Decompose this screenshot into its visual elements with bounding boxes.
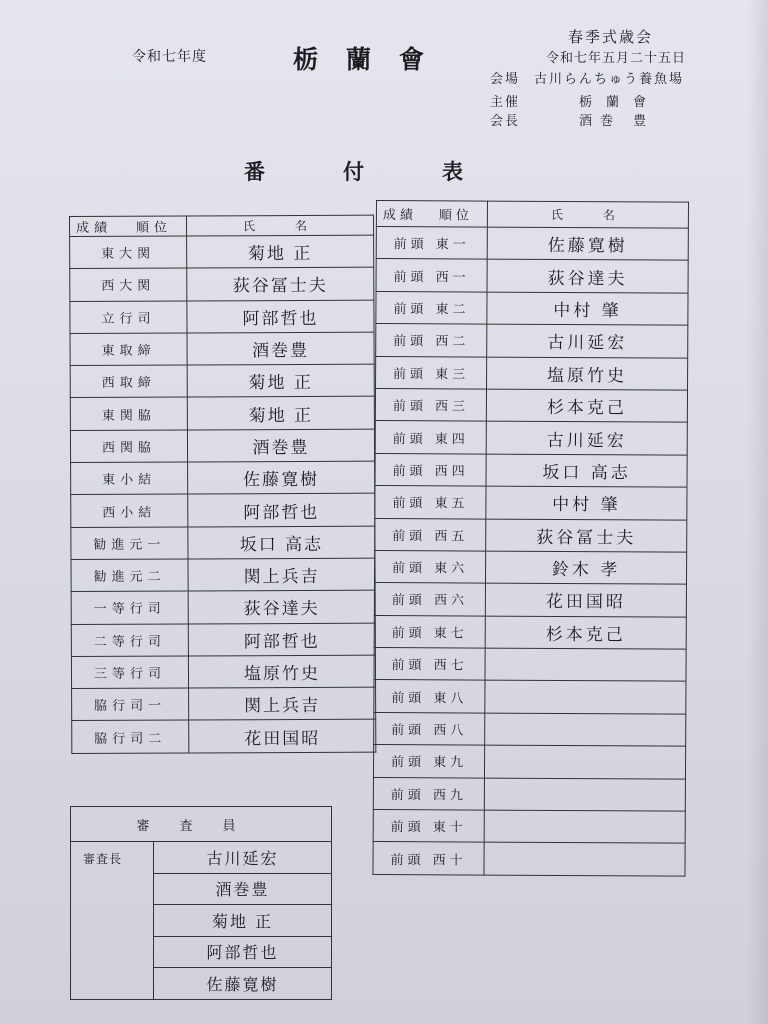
rank-cell: 前頭 西八 [374,712,485,745]
name-cell: 塩原竹史 [188,655,375,688]
upper-rank-row [70,300,374,334]
result-header-label: 成績 [76,220,113,236]
rank-cell: 前頭 東三 [376,356,487,389]
maegashira-row [375,388,687,422]
name-header-label: 氏名 [243,218,348,234]
chairman-value: 酒巻 豊 [579,114,655,129]
name-cell: 関上兵吉 [188,558,375,591]
rank-cell: 前頭 東二 [376,291,487,324]
name-cell: 阿部哲也 [187,300,374,333]
rank-cell: 西小結 [71,494,188,527]
venue-label: 会場 [490,72,521,87]
order-header-label: 順位 [136,220,173,236]
upper-rank-row [72,687,376,721]
rank-cell: 前頭 東一 [376,227,487,260]
name-header-label: 氏名 [550,207,655,223]
maegashira-row [374,712,686,746]
judge-row [71,842,332,874]
name-cell: 杉本克己 [485,616,686,649]
name-cell: 坂口 高志 [188,526,375,559]
name-cell: 荻谷冨士夫 [187,267,374,300]
maegashira-row [375,518,687,552]
rank-cell: 三等行司 [71,656,188,689]
rank-cell: 東小結 [71,462,188,495]
upper-rank-row [70,235,374,269]
rank-cell: 東取締 [70,333,187,366]
result-header-label: 成績 [382,208,417,224]
name-cell: 花田国昭 [189,720,376,753]
organizer-label: 主催 [490,95,521,110]
rank-header [70,216,187,237]
maegashira-table [372,200,689,876]
organizer-row [490,91,660,110]
judge-name: 佐藤寛樹 [154,968,332,1000]
name-cell [484,778,685,811]
rank-cell: 前頭 東六 [374,550,485,583]
maegashira-row [376,291,688,325]
name-cell: 古川延宏 [486,421,687,454]
maegashira-body [373,227,688,876]
paper-edge-shadow [748,0,768,1024]
rank-cell: 脇行司二 [72,720,189,753]
rank-cell: 東大関 [70,236,187,269]
name-cell: 阿部哲也 [188,623,375,656]
maegashira-row [374,648,686,682]
upper-rank-row [72,720,376,754]
maegashira-header [376,201,688,229]
rank-cell: 立行司 [70,301,187,334]
rank-cell: 一等行司 [71,591,188,624]
name-cell: 古川延宏 [487,324,688,357]
era-label: 令和七年度 [132,49,207,65]
name-cell [484,745,685,778]
name-header [187,215,374,236]
name-cell: 荻谷冨士夫 [486,519,687,552]
rank-cell: 西取締 [70,365,187,398]
chief-judge-label: 審査長 [71,842,154,1000]
maegashira-row [376,324,688,358]
order-header-label: 順位 [438,208,473,224]
name-cell: 酒巻豊 [187,332,374,365]
rank-cell: 前頭 東五 [375,486,486,519]
name-cell: 菊地 正 [187,397,374,430]
name-cell: 中村 肇 [487,292,688,325]
rank-cell: 前頭 西三 [375,388,486,421]
rank-header [376,201,487,228]
rank-cell: 前頭 西五 [375,518,486,551]
maegashira-row [373,810,685,844]
rank-cell: 二等行司 [71,624,188,657]
name-cell: 荻谷達夫 [188,590,375,623]
upper-rank-row [70,429,374,463]
banzuke-title: 番付表 [244,159,541,184]
upper-rank-row [70,332,374,366]
rank-cell: 前頭 西四 [375,453,486,486]
rank-cell: 西関脇 [70,430,187,463]
maegashira-row [373,777,685,811]
rank-cell: 西大関 [70,268,187,301]
name-cell: 花田国昭 [485,583,686,616]
name-cell: 杉本克己 [486,389,687,422]
upper-rank-row [71,590,375,624]
chairman-label: 会長 [490,114,521,129]
name-cell: 関上兵吉 [189,687,376,720]
rank-cell: 勧進元一 [71,527,188,560]
event-date: 令和七年五月二十五日 [546,51,687,66]
maegashira-row [374,550,686,584]
maegashira-row [376,227,688,261]
upper-ranks-table [69,215,376,754]
rank-cell: 前頭 東十 [373,810,484,843]
rank-cell: 前頭 東九 [373,745,484,778]
upper-rank-row [71,461,375,495]
rank-cell: 前頭 東七 [374,615,485,648]
upper-rank-row [71,558,375,592]
rank-cell: 勧進元二 [71,559,188,592]
venue-value: 古川らんちゅう養魚場 [534,72,685,87]
organizer-value: 栃蘭會 [579,95,661,110]
name-cell: 菊地 正 [187,235,374,268]
name-cell: 鈴木 孝 [485,551,686,584]
rank-cell: 前頭 東八 [374,680,485,713]
name-header [487,201,688,228]
rank-cell: 前頭 西十 [373,842,484,875]
judge-name: 阿部哲也 [154,936,332,968]
rank-cell: 脇行司一 [72,688,189,721]
upper-rank-row [71,623,375,657]
judge-name: 菊地 正 [154,905,332,937]
rank-cell: 前頭 西七 [374,648,485,681]
upper-rank-row [70,364,374,398]
name-cell: 荻谷達夫 [487,259,688,292]
event-name: 春季式歳会 [568,28,654,46]
judge-name: 酒巻豊 [154,873,332,905]
name-cell: 菊地 正 [187,364,374,397]
venue-row [490,68,684,87]
name-cell: 塩原竹史 [487,357,688,390]
maegashira-row [375,486,687,520]
rank-cell: 前頭 西一 [376,259,487,292]
maegashira-row [373,745,685,779]
judges-header-row [71,807,332,842]
maegashira-row [374,583,686,617]
upper-rank-row [70,397,374,431]
name-cell: 中村 肇 [486,486,687,519]
name-cell: 坂口 高志 [486,454,687,487]
maegashira-row [375,421,687,455]
maegashira-row [374,615,686,649]
rank-cell: 東関脇 [70,397,187,430]
name-cell [485,648,686,681]
maegashira-row [376,356,688,390]
name-cell [484,810,685,843]
name-cell: 佐藤寛樹 [188,461,375,494]
judges-body [71,842,332,1000]
maegashira-row [373,842,685,876]
maegashira-row [374,680,686,714]
rank-cell: 前頭 西二 [376,324,487,357]
upper-ranks-body [70,235,376,753]
upper-rank-row [71,655,375,689]
upper-rank-row [70,267,374,301]
name-cell [485,681,686,714]
name-cell [485,713,686,746]
maegashira-row [376,259,688,293]
name-cell: 佐藤寛樹 [487,227,688,260]
upper-rank-row [71,526,375,560]
rank-cell: 前頭 西九 [373,777,484,810]
club-name: 栃蘭會 [293,45,453,74]
judge-name: 古川延宏 [154,842,332,874]
judges-header: 審査員 [71,807,332,842]
chairman-row [490,110,654,129]
name-cell: 阿部哲也 [188,494,375,527]
judges-table [70,806,332,1000]
upper-rank-row [71,494,375,528]
maegashira-row [375,453,687,487]
name-cell: 酒巻豊 [187,429,374,462]
rank-cell: 前頭 東四 [375,421,486,454]
name-cell [484,842,685,875]
upper-ranks-header [70,215,374,236]
rank-cell: 前頭 西六 [374,583,485,616]
